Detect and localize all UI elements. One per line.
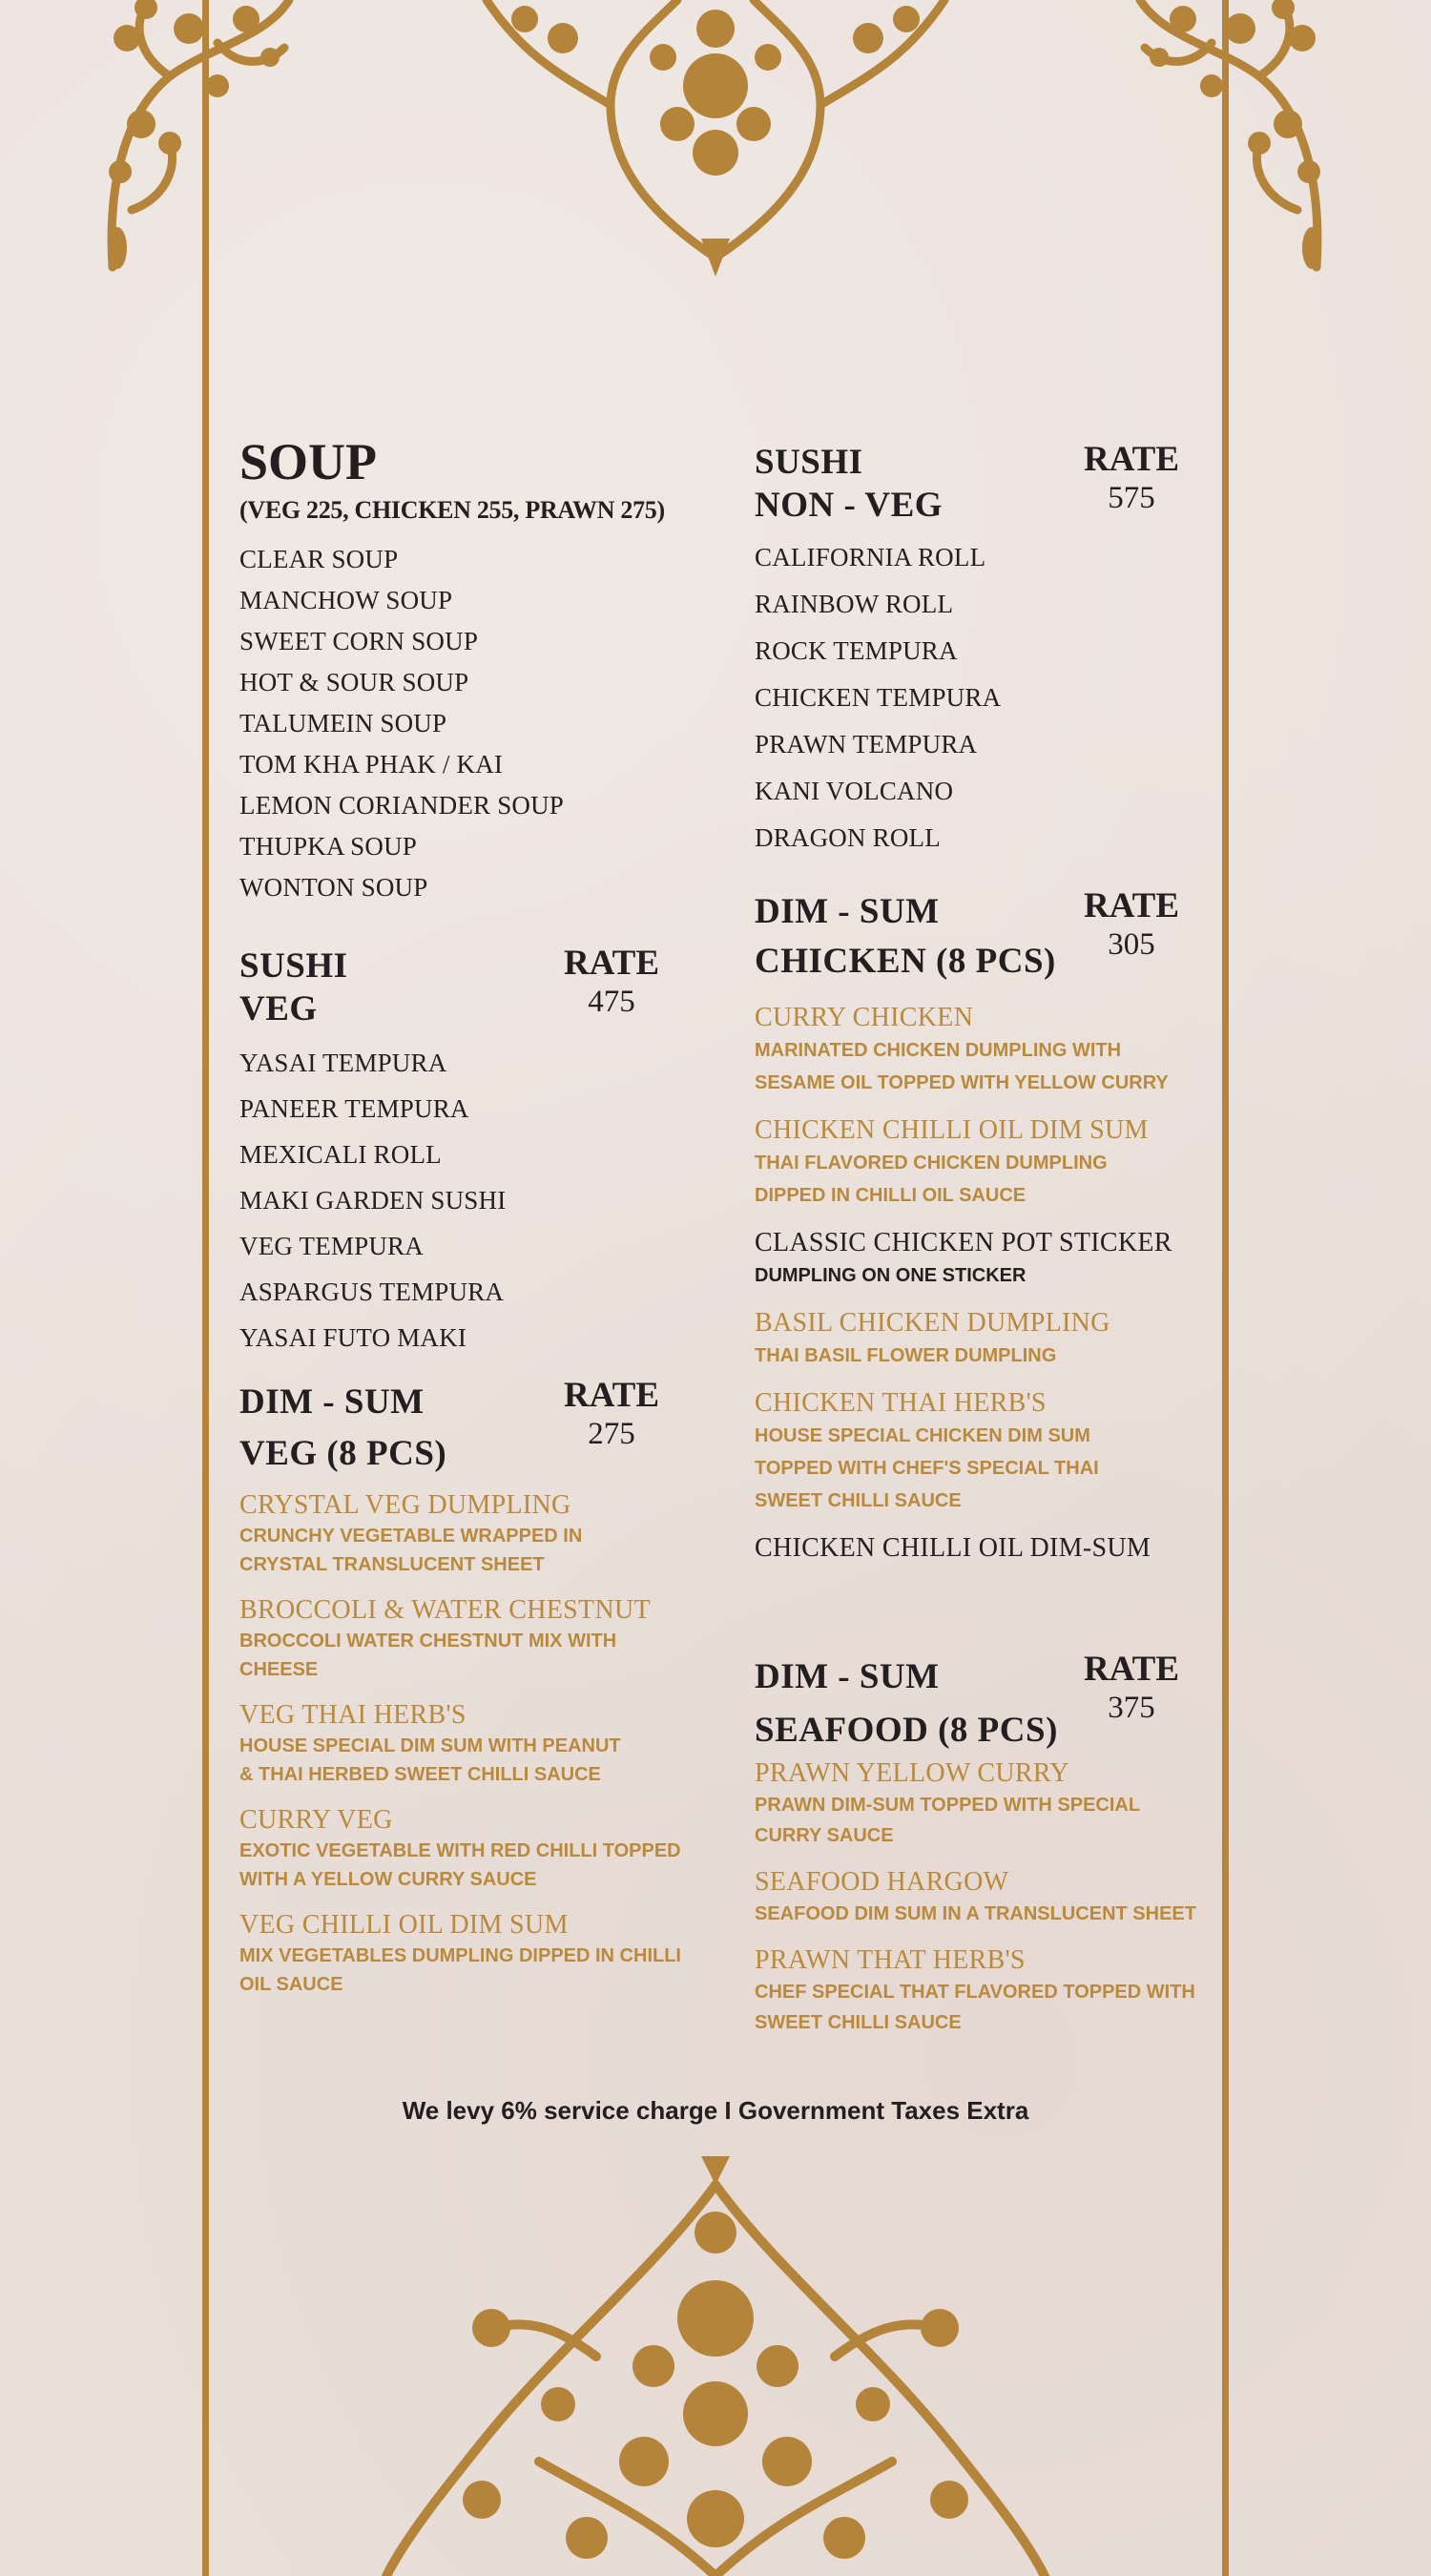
list-item: YASAI FUTO MAKI [239, 1323, 467, 1352]
dimsum-chicken-list [755, 1002, 1203, 1565]
list-item: CHICKEN THAI HERB'S HOUSE SPECIAL CHICKEN DIM SUM TOPPED WITH CHEF'S SPECIAL THAI SWEET CHILLI SAUCE [755, 1388, 1099, 1511]
list-item: PRAWN YELLOW CURRY PRAWN DIM-SUM TOPPED WITH SPECIAL CURRY SAUCE [755, 1758, 1141, 1846]
list-item: KANI VOLCANO [755, 777, 954, 805]
list-item: MEXICALI ROLL [239, 1140, 442, 1169]
list-item: MAKI GARDEN SUSHI [239, 1186, 507, 1215]
list-item: ROCK TEMPURA [755, 636, 958, 665]
list-item: HOT & SOUR SOUP [239, 668, 469, 696]
right-border-line [1222, 0, 1229, 2576]
footer-note: We levy 6% service charge I Government Taxes Extra [402, 2096, 1029, 2125]
list-item: MANCHOW SOUP [239, 586, 453, 614]
sushi-veg-title: SUSHI VEG [239, 946, 348, 1028]
list-item: CURRY CHICKEN MARINATED CHICKEN DUMPLING WITH SESAME OIL TOPPED WITH YELLOW CURRY [755, 1003, 1169, 1093]
list-item: RAINBOW ROLL [755, 590, 954, 618]
dimsum-seafood-section [755, 1651, 1203, 2053]
list-item: LEMON CORIANDER SOUP [239, 791, 565, 820]
sushi-nonveg-list [755, 534, 1203, 862]
soup-prices: (VEG 225, CHICKEN 255, PRAWN 275) [239, 496, 665, 524]
dimsum-chicken-title: DIM - SUM CHICKEN (8 PCS) [755, 892, 1056, 981]
dimsum-chicken-section [755, 887, 1203, 1580]
list-item: CHICKEN CHILLI OIL DIM-SUM [755, 1533, 1151, 1563]
list-item: SWEET CORN SOUP [239, 627, 479, 655]
list-item: BASIL CHICKEN DUMPLING THAI BASIL FLOWER DUMPLING [755, 1308, 1110, 1366]
list-item: CURRY VEG EXOTIC VEGETABLE WITH RED CHILLI TOPPED WITH A YELLOW CURRY SAUCE [239, 1805, 681, 1890]
dimsum-veg-section [239, 1377, 688, 2014]
sushi-nonveg-title: SUSHI NON - VEG [755, 443, 944, 525]
soup-list [239, 539, 688, 908]
list-item: DRAGON ROLL [755, 823, 941, 852]
dimsum-seafood-rate: RATE 375 [1083, 1650, 1180, 1725]
floral-ornament-top-center-icon [467, 0, 964, 277]
list-item: BROCCOLI & WATER CHESTNUT BROCCOLI WATER CHESTNUT MIX WITH CHEESE [239, 1595, 651, 1680]
dimsum-veg-list [239, 1489, 688, 1999]
list-item: PANEER TEMPURA [239, 1094, 469, 1123]
soup-title: SOUP [239, 433, 378, 490]
sushi-nonveg-rate: RATE 575 [1083, 440, 1180, 515]
soup-section [239, 434, 688, 908]
list-item: CRYSTAL VEG DUMPLING CRUNCHY VEGETABLE WRAPPED IN CRYSTAL TRANSLUCENT SHEET [239, 1490, 583, 1575]
sushi-veg-rate: RATE 475 [563, 944, 660, 1019]
list-item: VEG CHILLI OIL DIM SUM MIX VEGETABLES DUMPLING DIPPED IN CHILLI OIL SAUCE [239, 1910, 681, 1995]
list-item: CLASSIC CHICKEN POT STICKER DUMPLING ON ONE STICKER [755, 1228, 1172, 1286]
list-item: PRAWN THAT HERB'S CHEF SPECIAL THAT FLAVORED TOPPED WITH SWEET CHILLI SAUCE [755, 1945, 1195, 2033]
list-item: PRAWN TEMPURA [755, 730, 978, 758]
list-item: VEG TEMPURA [239, 1232, 424, 1260]
sushi-nonveg-section [755, 441, 1203, 862]
list-item: SEAFOOD HARGOW SEAFOOD DIM SUM IN A TRANSLUCENT SHEET [755, 1867, 1196, 1924]
list-item: CHICKEN CHILLI OIL DIM SUM THAI FLAVORED CHICKEN DUMPLING DIPPED IN CHILLI OIL SAUCE [755, 1115, 1149, 1206]
list-item: TOM KHA PHAK / KAI [239, 750, 504, 779]
floral-ornament-top-left-icon [103, 0, 294, 277]
sushi-veg-list [239, 1040, 688, 1361]
dimsum-seafood-title: DIM - SUM SEAFOOD (8 PCS) [755, 1657, 1058, 1750]
list-item: CLEAR SOUP [239, 545, 399, 573]
list-item: CALIFORNIA ROLL [755, 543, 986, 571]
list-item: YASAI TEMPURA [239, 1049, 447, 1077]
floral-ornament-top-right-icon [1135, 0, 1326, 277]
sushi-veg-section [239, 945, 688, 1361]
left-border-line [202, 0, 209, 2576]
list-item: TALUMEIN SOUP [239, 709, 447, 737]
list-item: ASPARGUS TEMPURA [239, 1278, 505, 1306]
floral-ornament-bottom-center-icon [367, 2156, 1064, 2576]
dimsum-veg-title: DIM - SUM VEG (8 PCS) [239, 1382, 447, 1473]
list-item: WONTON SOUP [239, 873, 428, 902]
list-item: CHICKEN TEMPURA [755, 683, 1002, 712]
dimsum-seafood-list [755, 1757, 1203, 2038]
dimsum-chicken-rate: RATE 305 [1083, 886, 1180, 962]
list-item: VEG THAI HERB'S HOUSE SPECIAL DIM SUM WITH PEANUT & THAI HERBED SWEET CHILLI SAUCE [239, 1700, 621, 1785]
dimsum-veg-rate: RATE 275 [563, 1376, 660, 1451]
list-item: THUPKA SOUP [239, 832, 417, 861]
